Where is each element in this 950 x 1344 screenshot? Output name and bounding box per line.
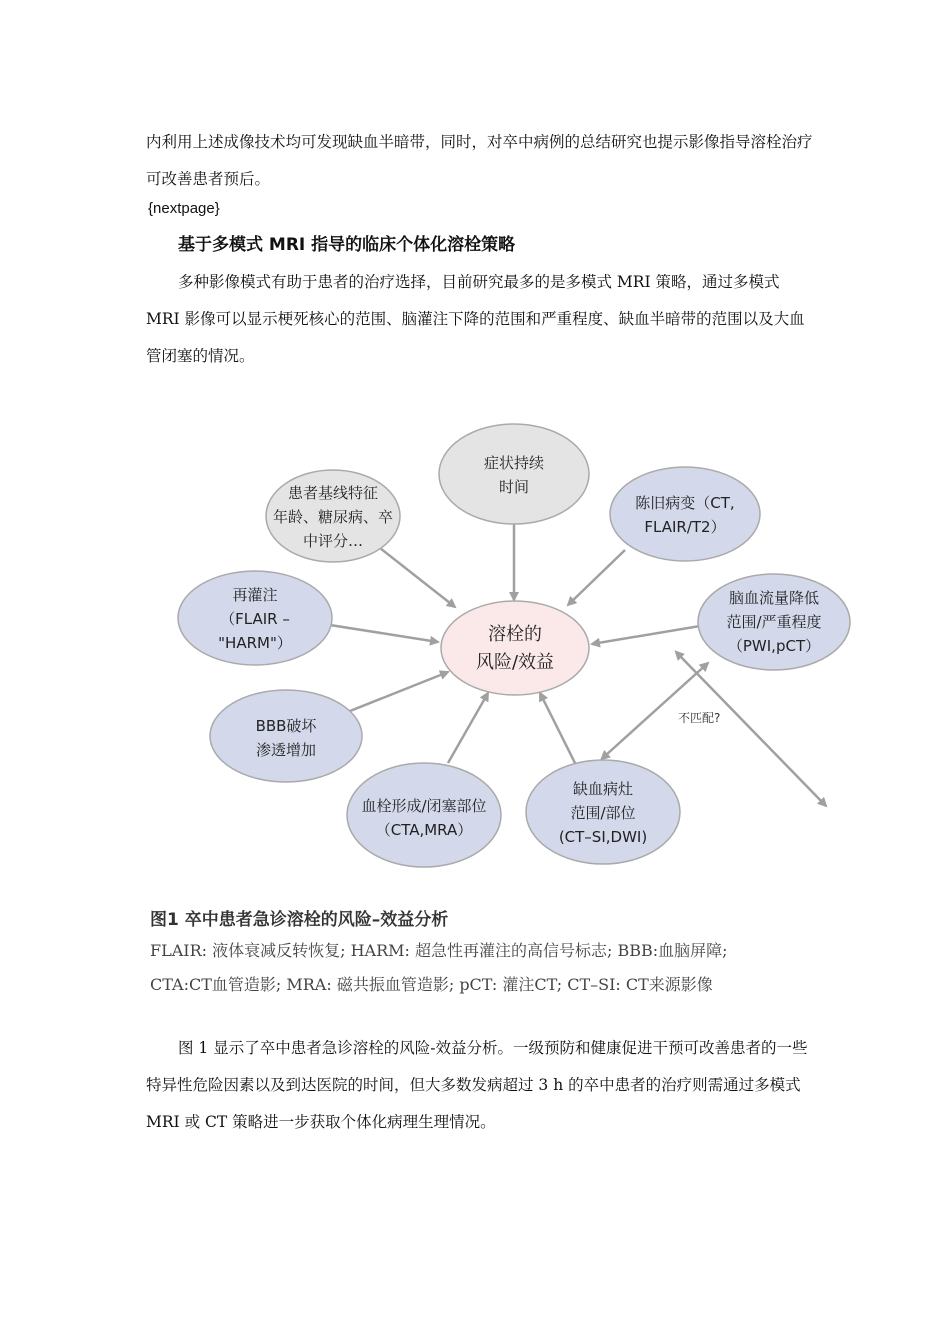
node-baseline <box>266 470 400 562</box>
label-line: 范围/部位 <box>570 804 636 822</box>
label-line: 年龄、糖尿病、卒 <box>272 508 394 526</box>
intro-paragraph: 内利用上述成像技术均可发现缺血半暗带，同时，对卒中病例的总结研究也提示影像指导溶栓治疗可改善患者预后。 <box>146 133 813 188</box>
section-heading: 基于多模式 MRI 指导的临床个体化溶栓策略 <box>178 235 516 255</box>
arrow-thrombus <box>448 693 488 763</box>
label-line: 症状持续 <box>483 454 545 472</box>
label-line: 时间 <box>498 478 530 496</box>
figure-caption-title: 图1 卒中患者急诊溶栓的风险–效益分析 <box>150 910 449 930</box>
arrow-cbf-reduction <box>592 626 700 644</box>
nextpage-marker: {nextpage} <box>148 200 220 217</box>
label-line: 溶栓的 <box>488 624 542 645</box>
node-cbf-reduction <box>698 574 850 670</box>
node-old-lesion <box>610 467 760 561</box>
node-reperfusion <box>178 571 332 665</box>
label-line: BBB破坏 <box>255 717 317 735</box>
long-diagonal-arrow <box>680 656 826 806</box>
label-line: 患者基线特征 <box>287 484 379 502</box>
label-line: 陈旧病变（CT, <box>635 494 735 512</box>
label-line: (CT–SI,DWI) <box>558 828 648 846</box>
label-line: 中评分… <box>302 532 364 550</box>
label-line: （CTA,MRA） <box>375 821 473 839</box>
node-ischemic-lesion <box>526 760 680 864</box>
arrow-baseline <box>380 548 455 607</box>
closing-paragraph: 图 1 显示了卒中患者急诊溶栓的风险-效益分析。一级预防和健康促进干预可改善患者的一些特异性危险因素以及到达医院的时间，但大多数发病超过 3 h 的卒中患者的治疗则需通过多模式 MRI 或 CT 策略进一步获取个体化病理生理情况。 <box>146 1039 808 1131</box>
label-line: 范围/严重程度 <box>726 613 822 631</box>
label-line: 脑血流量降低 <box>728 589 820 607</box>
figure-caption-line: CTA:CT血管造影; MRA: 磁共振血管造影; pCT: 灌注CT; CT–SI: CT来源影像 <box>150 975 713 994</box>
arrow-ischemic-lesion <box>540 693 576 765</box>
node-center <box>441 601 589 695</box>
label-line: 渗透增加 <box>255 741 317 759</box>
label-line: 风险/效益 <box>475 652 555 673</box>
label-line: FLAIR/T2） <box>644 518 726 536</box>
label-line: 再灌注 <box>232 586 278 604</box>
node-thrombus <box>347 763 501 867</box>
label-line: 缺血病灶 <box>572 780 634 798</box>
label-line: （FLAIR – <box>220 610 290 628</box>
arrow-bbb <box>340 672 448 715</box>
node-bbb <box>210 690 362 782</box>
label-line: 血栓形成/闭塞部位 <box>361 797 487 815</box>
label-line: "HARM"） <box>218 634 292 652</box>
node-symptom-duration <box>439 424 589 524</box>
arrow-reperfusion <box>330 625 438 642</box>
mismatch-label: 不匹配? <box>678 711 721 725</box>
figure-caption-line: FLAIR: 液体衰减反转恢复; HARM: 超急性再灌注的高信号标志; BBB:血脑屏障; <box>150 941 728 960</box>
mismatch-arrow <box>606 663 708 755</box>
arrow-old-lesion <box>568 550 625 605</box>
section-paragraph: 多种影像模式有助于患者的治疗选择，目前研究最多的是多模式 MRI 策略，通过多模式 MRI 影像可以显示梗死核心的范围、脑灌注下降的范围和严重程度、缺血半暗带的范围以及大血管闭塞的情况。 <box>146 273 805 365</box>
label-line: （PWI,pCT） <box>727 637 821 655</box>
